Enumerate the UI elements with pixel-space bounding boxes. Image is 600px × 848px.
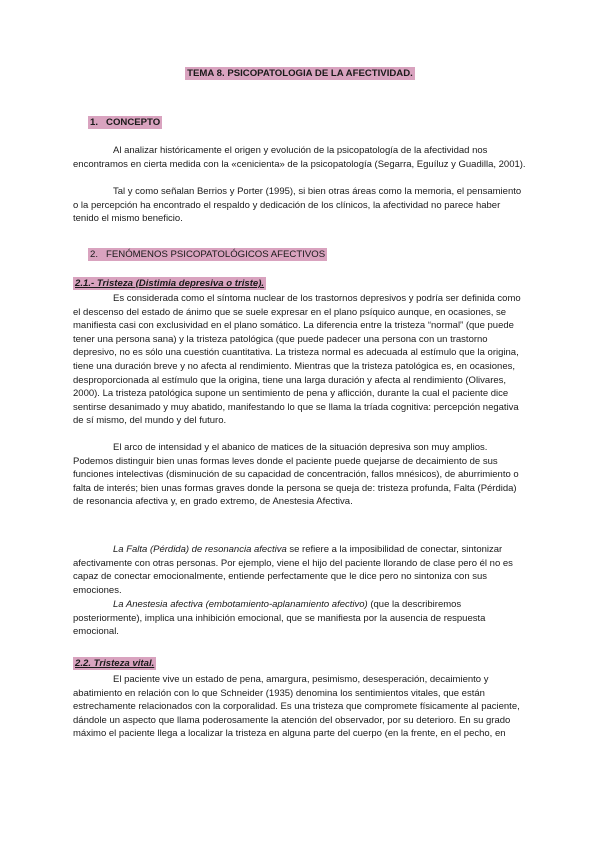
paragraph-resonancia xyxy=(73,543,528,597)
section-1-number: 1. xyxy=(90,117,99,128)
title-highlight: TEMA 8. PSICOPATOLOGIA DE LA AFECTIVIDAD. xyxy=(187,68,413,79)
paragraph-concepto-2: Tal y como señalan Berrios y Porter (1995), si bien otras áreas como la memoria, el pensamiento o la percepción ha encontrado el respaldo y dedicación de los clínicos, la afectividad no parece haber tenido el mismo beneficio. xyxy=(73,186,522,225)
section-1-highlight xyxy=(88,116,162,129)
paragraph-concepto-1: Al analizar históricamente el origen y evolución de la psicopatología de la afectividad nos encontramos en cierta medida con la «cenicienta» de la psicopatología (Segarra, Eguíluz y Guadilla, 2001). xyxy=(73,145,526,170)
resonancia-text: se refiere a la imposibilidad de conectar, sintonizar afectivamente con otras personas. Por ejemplo, viene el hijo del paciente llorando de clase pero él no es capaz de conectar emocionalmente, entiende perfectamente que le dice pero no sintoniza con sus emociones. xyxy=(73,544,513,596)
section-2-highlight xyxy=(88,248,327,261)
paragraph-tristeza-1: Es considerada como el síntoma nuclear de los trastornos depresivos y podría ser definida como el descenso del estado de ánimo que se suele expresar en el plano psíquico aunque, en ocasiones, se manifiesta casi con exclusividad en el plano somático. La diferencia entre la tristeza “normal” (que puede tener una persona sana) y la tristeza patológica (que puede padecer una persona con un trastorno depresivo, no es sólo una cuestión cuantitativa. La tristeza normal es adecuada al estímulo que la origina, tiene una duración breve y no afecta al rendimiento. Mientras que la tristeza patológica es, en ocasiones, desproporcionada al estímulo que la origina, tiene una larga duración y afecta al rendimiento (Olivares, 2000). La tristeza patológica supone un sentimiento de pena y aflicción, durante la cual el paciente dice sentirse desanimado y muy abatido, manifestando lo que se llama la tríada cognitiva: percepción negativa de sí mismo, del mundo y del futuro. xyxy=(73,293,521,427)
document-title xyxy=(0,68,600,79)
section-2-heading xyxy=(88,249,327,260)
subsection-2-2-highlight: 2.2. Tristeza vital. xyxy=(75,658,155,669)
subsection-2-2-heading xyxy=(73,658,156,669)
section-1-title: CONCEPTO xyxy=(106,117,161,128)
term-falta-resonancia: La Falta (Pérdida) de resonancia afectiva xyxy=(113,544,287,555)
section-2-title: FENÓMENOS PSICOPATOLÓGICOS AFECTIVOS xyxy=(106,249,326,260)
paragraph-tristeza-vital: El paciente vive un estado de pena, amargura, pesimismo, desesperación, decaimiento y abatimiento en relación con lo que Schneider (1935) denomina los sentimientos vitales, que están estrechamente relacionados con la corporalidad. Es una tristeza que compromete físicamente al paciente, dándole un aspecto que llama poderosamente la atención del observador, por su deterioro. En su grado máximo el paciente llega a localizar la tristeza en alguna parte del cuerpo (en la frente, en el pecho, en xyxy=(73,674,520,740)
section-2-number: 2. xyxy=(90,249,99,260)
subsection-2-1-highlight: 2.1.- Tristeza (Distimia depresiva o triste). xyxy=(75,278,265,289)
paragraph-anestesia xyxy=(73,598,528,639)
anestesia-text: (que la describiremos posteriormente), implica una inhibición emocional, que se manifiesta por la ausencia de respuesta emocional. xyxy=(73,599,486,638)
subsection-2-1-heading xyxy=(73,278,266,289)
term-anestesia-afectiva: La Anestesia afectiva (embotamiento-aplanamiento afectivo) xyxy=(113,599,368,610)
section-1-heading xyxy=(88,117,162,128)
paragraph-tristeza-2: El arco de intensidad y el abanico de matices de la situación depresiva son muy amplios. Podemos distinguir bien unas formas leves donde el paciente puede quejarse de decaimiento de sus funciones intelectivas (disminución de su capacidad de concentración, fallos mnésicos), de aburrimiento o falta de interés; bien unas formas graves donde la persona se queja de: tristeza profunda, Falta (Pérdida) de resonancia afectiva y, en grado extremo, de Anestesia Afectiva. xyxy=(73,442,519,508)
